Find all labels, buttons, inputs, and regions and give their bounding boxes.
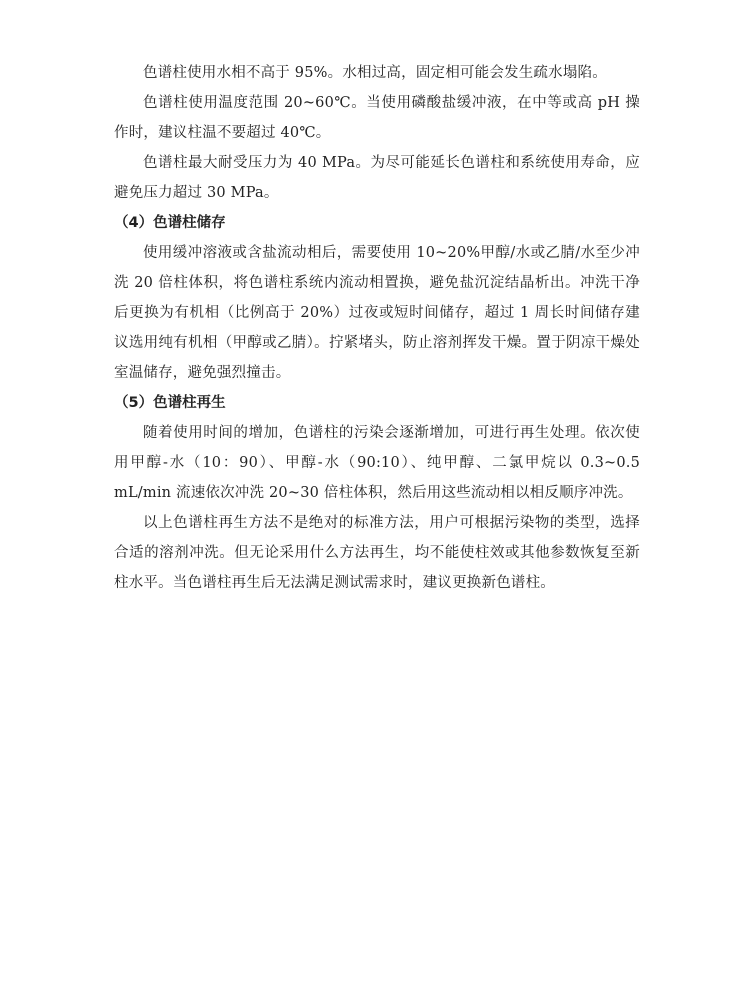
paragraph-water-phase: 色谱柱使用水相不高于 95%。水相过高，固定相可能会发生疏水塌陷。 xyxy=(143,65,607,81)
paragraph-regeneration-note: 以上色谱柱再生方法不是绝对的标准方法，用户可根据污染物的类型，选择合适的溶剂冲洗。但无论采用什么方法再生，均不能使柱效或其他参数恢复至新柱水平。当色谱柱再生后无法满足测试需求时，建议更换新色谱柱。 xyxy=(114,515,640,591)
paragraph-regeneration-procedure: 随着使用时间的增加，色谱柱的污染会逐渐增加，可进行再生处理。依次使用甲醇-水（10：90）、甲醇-水（90:10）、纯甲醇、二氯甲烷以 0.3~0.5 mL/min 流速依次冲洗 20~30 倍柱体积，然后用这些流动相以相反顺序冲洗。 xyxy=(114,425,640,501)
document-page xyxy=(114,58,640,598)
section-heading-storage: （4）色谱柱储存 xyxy=(114,215,226,231)
paragraph-temperature: 色谱柱使用温度范围 20~60℃。当使用磷酸盐缓冲液，在中等或高 pH 操作时，建议柱温不要超过 40℃。 xyxy=(114,95,640,141)
section-heading-regeneration: （5）色谱柱再生 xyxy=(114,395,226,411)
paragraph-pressure: 色谱柱最大耐受压力为 40 MPa。为尽可能延长色谱柱和系统使用寿命，应避免压力超过 30 MPa。 xyxy=(114,155,640,201)
paragraph-storage: 使用缓冲溶液或含盐流动相后，需要使用 10~20%甲醇/水或乙腈/水至少冲洗 20 倍柱体积，将色谱柱系统内流动相置换，避免盐沉淀结晶析出。冲洗干净后更换为有机相（比例高于 20%）过夜或短时间储存，超过 1 周长时间储存建议选用纯有机相（甲醇或乙腈）。拧紧堵头，防止溶剂挥发干燥。置于阴凉干燥处室温储存，避免强烈撞击。 xyxy=(114,245,640,381)
